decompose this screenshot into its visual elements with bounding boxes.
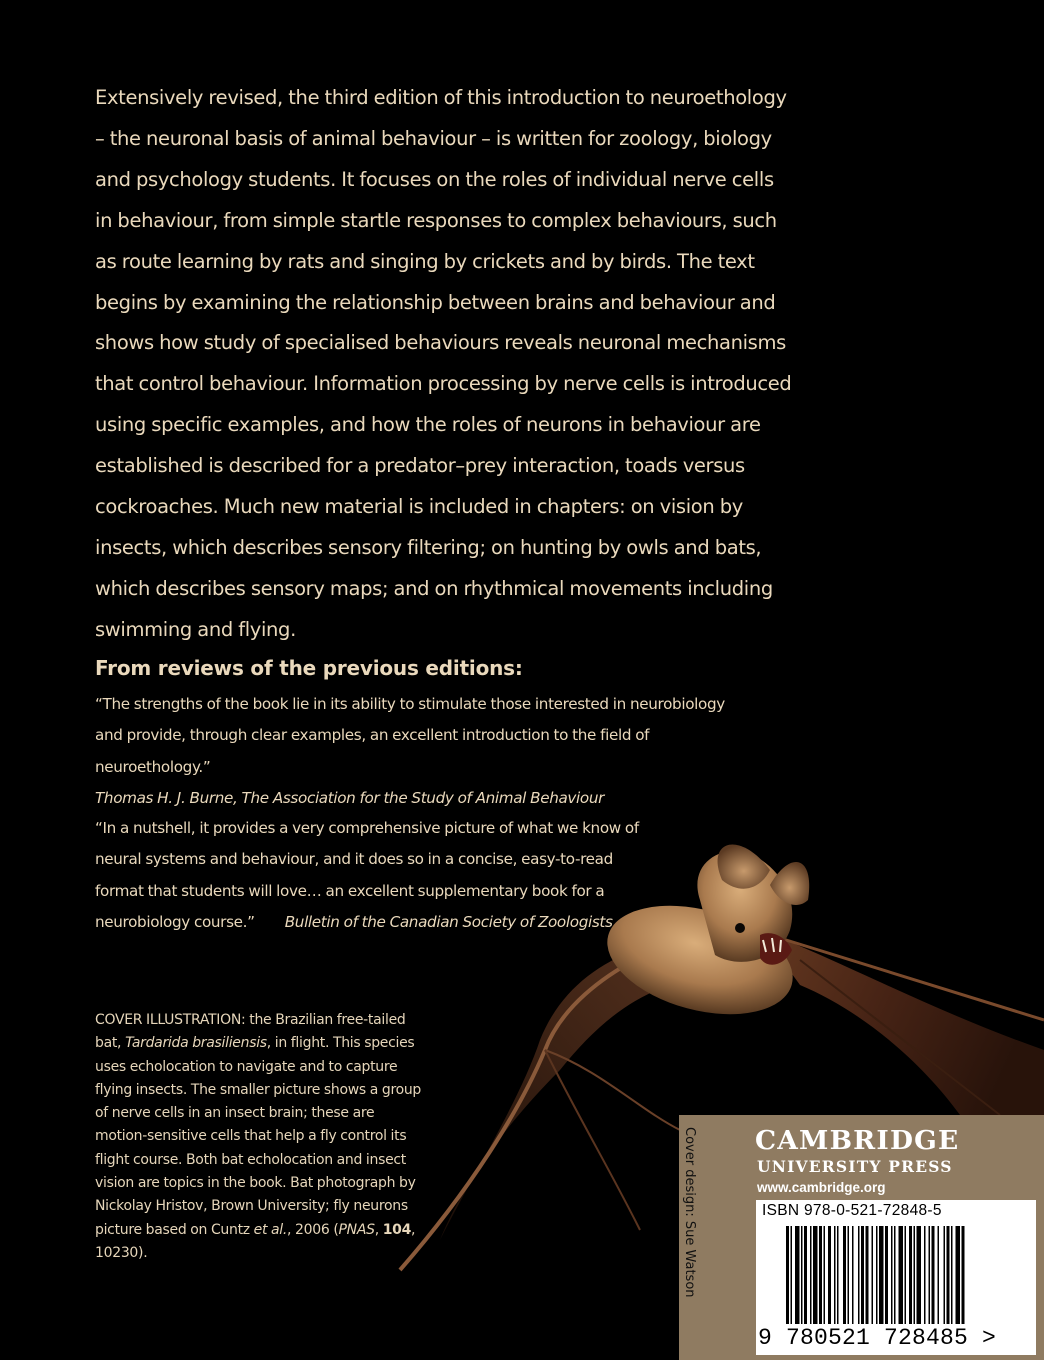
barcode-bar [866, 1226, 869, 1324]
barcode-bar [951, 1226, 953, 1324]
barcode-bar [819, 1226, 822, 1324]
barcode-bar [885, 1226, 888, 1324]
barcode-bar [876, 1226, 878, 1324]
review-quote: “The strengths of the book lie in its ability to stimulate those interested in neurobiology and provide, through clear examples, an excellent introduction to the field of neuroethology.” [95, 695, 725, 776]
barcode-bar [891, 1226, 893, 1324]
cover-illustration-note: COVER ILLUSTRATION: the Brazilian free-tailed bat, Tardarida brasiliensis, in flight. This species uses echolocation to navigate and to capture flying insects. The smaller picture shows a group of nerve cells in an insect brain; these are motion-sensitive cells that help a fly control its flight course. Both bat echolocation and insect vision are topics in the book. Bat photograph by Nickolay Hristov, Brown University; fly neurons picture based on Cuntz et al., 2006 (PNAS, 104, 10230). [95, 1012, 422, 1261]
species-name: Tardarida brasiliensis [125, 1035, 267, 1052]
barcode-bar [938, 1226, 940, 1324]
review-1 [95, 689, 745, 814]
barcode-bar [786, 1226, 789, 1324]
barcode-bar [924, 1226, 926, 1324]
barcode-bar [917, 1226, 922, 1324]
review-quote: “In a nutshell, it provides a very comprehensive picture of what we know of neural systems and behaviour, and it does so in a concise, easy-to-read format that students will love… an excellent supplementary book for a neurobiology course.” [95, 819, 639, 931]
barcode-bar [824, 1226, 826, 1324]
reviews-heading: From reviews of the previous editions: [95, 656, 523, 680]
publisher-subname: UNIVERSITY PRESS [757, 1157, 953, 1176]
barcode-bar [879, 1226, 884, 1324]
barcode-bar [905, 1226, 907, 1324]
bat-right-wing [760, 930, 1044, 1115]
barcode-bar [813, 1226, 818, 1324]
barcode-bar [858, 1226, 860, 1324]
review-2 [95, 813, 655, 938]
barcode-bar [929, 1226, 931, 1324]
publisher-box [679, 1115, 1044, 1360]
barcode-bar [804, 1226, 807, 1324]
cover-design-credit: Cover design: Sue Watson [679, 1115, 705, 1360]
barcode-bar [914, 1226, 916, 1324]
barcode-bar [909, 1226, 912, 1324]
barcode-bar [795, 1226, 800, 1324]
blurb-text: Extensively revised, the third edition of this introduction to neuroethology – the neuronal basis of animal behaviour – is written for zoology, biology and psychology students. It focuses on the roles of individual nerve cells in behaviour, from simple startle responses to complex behaviours, such as route learning by rats and singing by crickets and by birds. The text begins by examining the relationship between brains and behaviour and shows how study of specialised behaviours reveals neuronal mechanisms that control behaviour. Information processing by nerve cells is introduced using specific examples, and how the roles of neurons in behaviour are established is described for a predator–prey interaction, toads versus cockroaches. Much new material is included in chapters: on vision by insects, which describes sensory filtering; on hunting by owls and bats, which describes sensory maps; and on rhythmical movements including swimming and flying. [95, 86, 792, 641]
review-attribution: Bulletin of the Canadian Society of Zoologists [284, 912, 613, 931]
barcode-bar [932, 1226, 935, 1324]
publisher-url: www.cambridge.org [757, 1180, 886, 1195]
barcode-bar [947, 1226, 950, 1324]
barcode-bar [861, 1226, 864, 1324]
barcode-bar [810, 1226, 812, 1324]
cover-illustration-label: COVER ILLUSTRATION: [95, 1012, 246, 1028]
publisher-name: CAMBRIDGE [755, 1125, 960, 1156]
barcode-bar [828, 1226, 831, 1324]
barcode-bar [834, 1226, 836, 1324]
bat-left-wing [400, 945, 690, 1270]
barcode-bar [843, 1226, 846, 1324]
review-attribution: Thomas H. J. Burne, The Association for the Study of Animal Behaviour [95, 788, 605, 807]
barcode-bar [837, 1226, 839, 1324]
barcode-bar [848, 1226, 850, 1324]
barcode-bar [956, 1226, 961, 1324]
barcode-digits: 9 780521 728485 > [758, 1325, 997, 1351]
barcode-bar [801, 1226, 803, 1324]
barcode-bar [894, 1226, 896, 1324]
barcode-bar [962, 1226, 965, 1324]
isbn-text: ISBN 978-0-521-72848-5 [762, 1202, 942, 1219]
barcode-bar [791, 1226, 793, 1324]
barcode-bar [944, 1226, 946, 1324]
barcode-bar [872, 1226, 874, 1324]
barcode-bar [852, 1226, 854, 1324]
barcode-bar [899, 1226, 904, 1324]
barcode-box [756, 1200, 1036, 1355]
